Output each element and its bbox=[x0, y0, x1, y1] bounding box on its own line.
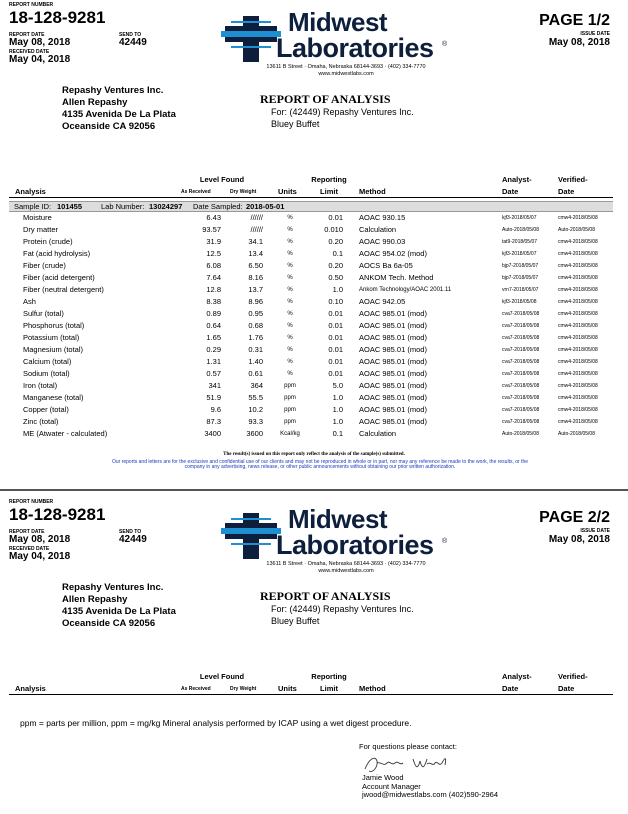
client-person: Allen Repashy bbox=[62, 97, 128, 108]
dry-weight-value: 8.16 bbox=[248, 273, 263, 282]
as-received-value: 12.8 bbox=[206, 285, 221, 294]
col-analyst: Analyst- bbox=[502, 175, 532, 184]
contact-title: Account Manager bbox=[362, 781, 421, 791]
dry-weight-value: 55.5 bbox=[248, 393, 263, 402]
report-title: REPORT OF ANALYSIS bbox=[260, 589, 391, 603]
table-row bbox=[0, 404, 628, 416]
analysis-name: Zinc (total) bbox=[23, 417, 59, 426]
analyst-date: tat9-2018/05/07 bbox=[502, 239, 538, 245]
table-row bbox=[0, 296, 628, 308]
col-analyst-date: Date bbox=[502, 684, 519, 693]
verified-date: cmw4-2018/05/08 bbox=[558, 323, 598, 329]
report-date-label: REPORT DATE bbox=[9, 32, 45, 38]
analyst-date: bjp7-2018/05/07 bbox=[502, 275, 539, 281]
report-number: 18-128-9281 bbox=[9, 8, 106, 27]
dry-weight-value: 13.7 bbox=[248, 285, 263, 294]
date-sampled: 2018-05-01 bbox=[246, 202, 285, 211]
report-for bbox=[271, 603, 414, 627]
lab-number-label: Lab Number: bbox=[101, 202, 145, 211]
header-divider bbox=[9, 197, 613, 198]
col-level-found: Level Found bbox=[199, 175, 245, 184]
table-row bbox=[0, 284, 628, 296]
analyst-date: cva7-2018/05/08 bbox=[502, 395, 540, 401]
dry-weight-value: 6.50 bbox=[248, 261, 263, 270]
col-analysis: Analysis bbox=[15, 187, 46, 196]
analyst-date: bjp7-2018/05/07 bbox=[502, 263, 539, 269]
method-name: ANKOM Tech. Method bbox=[359, 273, 434, 282]
client-address bbox=[62, 582, 176, 630]
confidentiality-notice: Our reports and letters are for the exclusive and confidential use of our clients and may not be reproduced in whole or in part, nor may any reference be made to the work, the results, or the company in any advertising, news release, or other public announcements without obtaining our prior written authorization. bbox=[111, 459, 529, 470]
sample-info-bar bbox=[9, 201, 613, 212]
lab-number: 13024297 bbox=[149, 202, 183, 211]
units-value: % bbox=[287, 335, 293, 341]
verified-date: cmw4-2018/05/08 bbox=[558, 347, 598, 353]
analyst-date: cva7-2018/05/08 bbox=[502, 407, 540, 413]
verified-date: cmw4-2018/05/08 bbox=[558, 395, 598, 401]
reporting-limit: 0.01 bbox=[328, 357, 343, 366]
analysis-name: Dry matter bbox=[23, 225, 59, 234]
method-name: AOAC 985.01 (mod) bbox=[359, 345, 427, 354]
units-value: % bbox=[287, 251, 293, 257]
verified-date: cmw4-2018/05/08 bbox=[558, 311, 598, 317]
col-verified: Verified- bbox=[558, 672, 588, 681]
report-for-line: For: (42449) Repashy Ventures Inc. bbox=[271, 604, 414, 614]
analyst-date: cva7-2018/05/08 bbox=[502, 383, 540, 389]
send-to-label: SEND TO bbox=[119, 529, 142, 535]
analyst-date: cva7-2018/05/08 bbox=[502, 359, 540, 365]
table-row bbox=[0, 416, 628, 428]
table-row bbox=[0, 260, 628, 272]
as-received-value: 9.6 bbox=[210, 405, 221, 414]
analysis-name: Potassium (total) bbox=[23, 333, 80, 342]
col-level-found: Level Found bbox=[199, 672, 245, 681]
report-title: REPORT OF ANALYSIS bbox=[260, 92, 391, 106]
table-row bbox=[0, 308, 628, 320]
reporting-limit: 1.0 bbox=[332, 393, 343, 402]
date-sampled-label: Date Sampled: bbox=[193, 202, 243, 211]
issue-date-label: ISSUE DATE bbox=[580, 31, 610, 37]
col-analysis: Analysis bbox=[15, 684, 46, 693]
method-name: AOAC 985.01 (mod) bbox=[359, 381, 427, 390]
client-city: Oceanside CA 92056 bbox=[62, 121, 156, 132]
sample-id-label: Sample ID: bbox=[14, 202, 52, 211]
analysis-name: Manganese (total) bbox=[23, 393, 84, 402]
analysis-name: Calcium (total) bbox=[23, 357, 72, 366]
units-value: ppm bbox=[284, 407, 296, 413]
method-name: AOAC 985.01 (mod) bbox=[359, 393, 427, 402]
analysis-name: Magnesium (total) bbox=[23, 345, 84, 354]
col-analyst-date: Date bbox=[502, 187, 519, 196]
client-street: 4135 Avenida De La Plata bbox=[62, 109, 176, 120]
dry-weight-value: 1.76 bbox=[248, 333, 263, 342]
verified-date: cmw4-2018/05/08 bbox=[558, 407, 598, 413]
reporting-limit: 0.01 bbox=[328, 369, 343, 378]
report-number-label: REPORT NUMBER bbox=[9, 499, 54, 505]
reporting-limit: 1.0 bbox=[332, 285, 343, 294]
units-value: % bbox=[287, 323, 293, 329]
reporting-limit: 1.0 bbox=[332, 405, 343, 414]
page-separator bbox=[0, 489, 628, 491]
table-row bbox=[0, 356, 628, 368]
report-number-label: REPORT NUMBER bbox=[9, 2, 54, 8]
as-received-value: 31.9 bbox=[206, 237, 221, 246]
client-person: Allen Repashy bbox=[62, 594, 128, 605]
dry-weight-value: ////// bbox=[250, 213, 263, 222]
analysis-name: Ash bbox=[23, 297, 36, 306]
method-name: AOAC 930.15 bbox=[359, 213, 406, 222]
method-name: Calculation bbox=[359, 225, 397, 234]
header-divider bbox=[9, 694, 613, 695]
col-limit: Limit bbox=[320, 187, 338, 196]
units-value: ppm bbox=[284, 383, 296, 389]
units-value: Kcal/kg bbox=[280, 431, 300, 437]
col-verified: Verified- bbox=[558, 175, 588, 184]
col-method: Method bbox=[359, 187, 386, 196]
reporting-limit: 0.20 bbox=[328, 261, 343, 270]
logo-word-midwest: Midwest bbox=[288, 7, 388, 37]
units-value: ppm bbox=[284, 419, 296, 425]
analyst-date: cva7-2018/05/08 bbox=[502, 335, 540, 341]
report-date-label: REPORT DATE bbox=[9, 529, 45, 535]
units-value: % bbox=[287, 311, 293, 317]
dry-weight-value: 3600 bbox=[246, 429, 263, 438]
verified-date: cmw4-2018/05/08 bbox=[558, 299, 598, 305]
report-date: May 08, 2018 bbox=[9, 37, 71, 48]
issue-date: May 08, 2018 bbox=[548, 534, 610, 545]
col-dry-weight: Dry Weight bbox=[230, 189, 257, 195]
as-received-value: 0.89 bbox=[206, 309, 221, 318]
dry-weight-value: 0.31 bbox=[248, 345, 263, 354]
dry-weight-value: 10.2 bbox=[248, 405, 263, 414]
table-row bbox=[0, 380, 628, 392]
midwest-logo bbox=[218, 505, 458, 573]
analyst-date: Auto-2018/05/08 bbox=[502, 227, 539, 233]
verified-date: cmw4-2018/05/08 bbox=[558, 251, 598, 257]
send-to: 42449 bbox=[119, 37, 147, 48]
as-received-value: 8.38 bbox=[206, 297, 221, 306]
reporting-limit: 0.20 bbox=[328, 237, 343, 246]
registered-mark: ® bbox=[442, 538, 448, 545]
units-value: % bbox=[287, 215, 293, 221]
lab-website: www.midwestlabs.com bbox=[318, 568, 374, 574]
units-value: % bbox=[287, 227, 293, 233]
method-name: AOAC 985.01 (mod) bbox=[359, 321, 427, 330]
analysis-name: Fiber (crude) bbox=[23, 261, 66, 270]
report-number: 18-128-9281 bbox=[9, 505, 106, 524]
table-row bbox=[0, 344, 628, 356]
method-name: AOAC 985.01 (mod) bbox=[359, 357, 427, 366]
client-address bbox=[62, 85, 176, 133]
reporting-limit: 0.01 bbox=[328, 309, 343, 318]
analyst-date: cva7-2018/05/08 bbox=[502, 371, 540, 377]
logo-word-laboratories: Laboratories bbox=[276, 530, 434, 560]
as-received-value: 0.57 bbox=[206, 369, 221, 378]
reporting-limit: 1.0 bbox=[332, 417, 343, 426]
as-received-value: 0.29 bbox=[206, 345, 221, 354]
method-name: AOAC 942.05 bbox=[359, 297, 406, 306]
product-name: Bluey Buffet bbox=[271, 119, 320, 129]
midwest-logo bbox=[218, 8, 458, 76]
table-row bbox=[0, 392, 628, 404]
verified-date: cmw4-2018/05/08 bbox=[558, 383, 598, 389]
contact-email-phone: jwood@midwestlabs.com (402)590-2964 bbox=[362, 790, 499, 799]
col-analyst: Analyst- bbox=[502, 672, 532, 681]
units-value: % bbox=[287, 299, 293, 305]
analysis-name: Copper (total) bbox=[23, 405, 69, 414]
verified-date: cmw4-2018/05/08 bbox=[558, 215, 598, 221]
report-for-line: For: (42449) Repashy Ventures Inc. bbox=[271, 107, 414, 117]
dry-weight-value: 34.1 bbox=[248, 237, 263, 246]
table-row bbox=[0, 248, 628, 260]
sample-id: 101455 bbox=[57, 202, 83, 211]
dry-weight-value: 0.95 bbox=[248, 309, 263, 318]
reporting-limit: 0.010 bbox=[324, 225, 343, 234]
col-reporting: Reporting bbox=[311, 175, 347, 184]
method-name: AOAC 985.01 (mod) bbox=[359, 333, 427, 342]
registered-mark: ® bbox=[442, 41, 448, 48]
as-received-value: 51.9 bbox=[206, 393, 221, 402]
as-received-value: 87.3 bbox=[206, 417, 221, 426]
method-name: Calculation bbox=[359, 429, 397, 438]
analysis-name: Sodium (total) bbox=[23, 369, 70, 378]
reporting-limit: 0.50 bbox=[328, 273, 343, 282]
logo-word-midwest: Midwest bbox=[288, 504, 388, 534]
table-row bbox=[0, 332, 628, 344]
method-name: AOAC 954.02 (mod) bbox=[359, 249, 427, 258]
reporting-limit: 0.1 bbox=[332, 429, 343, 438]
analysis-name: ME (Atwater - calculated) bbox=[23, 429, 108, 438]
verified-date: cmw4-2018/05/08 bbox=[558, 275, 598, 281]
ppm-note: ppm = parts per million, ppm = mg/kg Mineral analysis performed by ICAP using a wet digest procedure. bbox=[20, 718, 412, 728]
client-company: Repashy Ventures Inc. bbox=[62, 85, 164, 96]
as-received-value: 12.5 bbox=[206, 249, 221, 258]
as-received-value: 1.31 bbox=[206, 357, 221, 366]
as-received-value: 0.64 bbox=[206, 321, 221, 330]
units-value: % bbox=[287, 347, 293, 353]
received-date: May 04, 2018 bbox=[9, 54, 71, 65]
method-name: AOAC 985.01 (mod) bbox=[359, 417, 427, 426]
method-name: AOAC 985.01 (mod) bbox=[359, 309, 427, 318]
col-limit: Limit bbox=[320, 684, 338, 693]
analyst-date: kjf3-2018/05/08 bbox=[502, 299, 537, 305]
col-reporting: Reporting bbox=[311, 672, 347, 681]
method-name: Ankom Technology/AOAC 2001.11 bbox=[359, 287, 452, 293]
client-city: Oceanside CA 92056 bbox=[62, 618, 156, 629]
issue-date: May 08, 2018 bbox=[548, 37, 610, 48]
dry-weight-value: 1.40 bbox=[248, 357, 263, 366]
analyst-date: cva7-2018/05/08 bbox=[502, 347, 540, 353]
col-units: Units bbox=[278, 187, 297, 196]
method-name: AOAC 990.03 bbox=[359, 237, 406, 246]
col-units: Units bbox=[278, 684, 297, 693]
analysis-name: Phosphorus (total) bbox=[23, 321, 85, 330]
table-row bbox=[0, 236, 628, 248]
table-row bbox=[0, 428, 628, 440]
lab-website: www.midwestlabs.com bbox=[318, 71, 374, 77]
reporting-limit: 0.01 bbox=[328, 213, 343, 222]
table-row bbox=[0, 224, 628, 236]
verified-date: cmw4-2018/05/08 bbox=[558, 371, 598, 377]
analysis-name: Fiber (acid detergent) bbox=[23, 273, 95, 282]
units-value: % bbox=[287, 359, 293, 365]
dry-weight-value: 93.3 bbox=[248, 417, 263, 426]
verified-date: cmw4-2018/05/08 bbox=[558, 287, 598, 293]
received-date-label: RECEIVED DATE bbox=[9, 546, 50, 552]
analysis-name: Fiber (neutral detergent) bbox=[23, 285, 104, 294]
dry-weight-value: 0.61 bbox=[248, 369, 263, 378]
col-verified-date: Date bbox=[558, 187, 575, 196]
report-page-2 bbox=[0, 497, 628, 814]
dry-weight-value: ////// bbox=[250, 225, 263, 234]
col-method: Method bbox=[359, 684, 386, 693]
verified-date: cmw4-2018/05/08 bbox=[558, 263, 598, 269]
as-received-value: 7.64 bbox=[206, 273, 221, 282]
reporting-limit: 0.01 bbox=[328, 333, 343, 342]
col-verified-date: Date bbox=[558, 684, 575, 693]
reporting-limit: 0.1 bbox=[332, 249, 343, 258]
analyst-date: vrn7-2018/05/07 bbox=[502, 287, 539, 293]
analysis-name: Fat (acid hydrolysis) bbox=[23, 249, 91, 258]
units-value: % bbox=[287, 239, 293, 245]
dry-weight-value: 13.4 bbox=[248, 249, 263, 258]
results-disclaimer: The result(s) issued on this report only reflect the analysis of the sample(s) submitted. bbox=[223, 452, 405, 457]
method-name: AOAC 985.01 (mod) bbox=[359, 369, 427, 378]
reporting-limit: 0.10 bbox=[328, 297, 343, 306]
analysis-name: Iron (total) bbox=[23, 381, 58, 390]
report-date: May 08, 2018 bbox=[9, 534, 71, 545]
verified-date: cmw4-2018/05/08 bbox=[558, 419, 598, 425]
analyst-date: cva7-2018/05/08 bbox=[502, 419, 540, 425]
verified-date: Auto-2018/05/08 bbox=[558, 431, 595, 437]
client-company: Repashy Ventures Inc. bbox=[62, 582, 164, 593]
analyst-date: cva7-2018/05/08 bbox=[502, 311, 540, 317]
units-value: % bbox=[287, 371, 293, 377]
lab-address: 13611 B Street · Omaha, Nebraska 68144-3693 · (402) 334-7770 bbox=[266, 64, 426, 70]
client-street: 4135 Avenida De La Plata bbox=[62, 606, 176, 617]
dry-weight-value: 0.68 bbox=[248, 321, 263, 330]
send-to: 42449 bbox=[119, 534, 147, 545]
received-date-label: RECEIVED DATE bbox=[9, 49, 50, 55]
analysis-name: Moisture bbox=[23, 213, 52, 222]
page-number: PAGE 2/2 bbox=[539, 509, 610, 526]
units-value: % bbox=[287, 275, 293, 281]
analyst-date: kjf3-2018/05/07 bbox=[502, 215, 537, 221]
logo-word-laboratories: Laboratories bbox=[276, 33, 434, 63]
contact-info bbox=[362, 774, 498, 800]
product-name: Bluey Buffet bbox=[271, 616, 320, 626]
units-value: % bbox=[287, 287, 293, 293]
analyst-date: Auto-2018/05/08 bbox=[502, 431, 539, 437]
units-value: % bbox=[287, 263, 293, 269]
method-name: AOAC 985.01 (mod) bbox=[359, 405, 427, 414]
as-received-value: 3400 bbox=[204, 429, 221, 438]
col-as-received: As Received bbox=[181, 189, 211, 195]
verified-date: cmw4-2018/05/08 bbox=[558, 335, 598, 341]
verified-date: Auto-2018/05/08 bbox=[558, 227, 595, 233]
table-row bbox=[0, 368, 628, 380]
globe-logo-icon bbox=[221, 12, 281, 66]
method-name: AOCS Ba 6a-05 bbox=[359, 261, 413, 270]
globe-logo-icon bbox=[221, 509, 281, 563]
contact-name: Jamie Wood bbox=[362, 773, 404, 782]
received-date: May 04, 2018 bbox=[9, 551, 71, 562]
reporting-limit: 0.01 bbox=[328, 345, 343, 354]
page-number: PAGE 1/2 bbox=[539, 12, 610, 29]
units-value: ppm bbox=[284, 395, 296, 401]
col-as-received: As Received bbox=[181, 686, 211, 692]
verified-date: cmw4-2018/05/08 bbox=[558, 239, 598, 245]
analysis-name: Sulfur (total) bbox=[23, 309, 64, 318]
reporting-limit: 5.0 bbox=[332, 381, 343, 390]
as-received-value: 6.08 bbox=[206, 261, 221, 270]
issue-date-label: ISSUE DATE bbox=[580, 528, 610, 534]
table-row bbox=[0, 212, 628, 224]
as-received-value: 6.43 bbox=[206, 213, 221, 222]
contact-label: For questions please contact: bbox=[359, 742, 457, 751]
verified-date: cmw4-2018/05/08 bbox=[558, 359, 598, 365]
dry-weight-value: 364 bbox=[250, 381, 263, 390]
analysis-name: Protein (crude) bbox=[23, 237, 73, 246]
report-for bbox=[271, 106, 414, 130]
table-row bbox=[0, 320, 628, 332]
analyst-date: cva7-2018/05/08 bbox=[502, 323, 540, 329]
dry-weight-value: 8.96 bbox=[248, 297, 263, 306]
table-row bbox=[0, 272, 628, 284]
send-to-label: SEND TO bbox=[119, 32, 142, 38]
as-received-value: 93.57 bbox=[202, 225, 221, 234]
col-dry-weight: Dry Weight bbox=[230, 686, 257, 692]
as-received-value: 341 bbox=[208, 381, 221, 390]
reporting-limit: 0.01 bbox=[328, 321, 343, 330]
analyst-date: kjf3-2018/05/07 bbox=[502, 251, 537, 257]
as-received-value: 1.65 bbox=[206, 333, 221, 342]
lab-address: 13611 B Street · Omaha, Nebraska 68144-3693 · (402) 334-7770 bbox=[266, 561, 426, 567]
